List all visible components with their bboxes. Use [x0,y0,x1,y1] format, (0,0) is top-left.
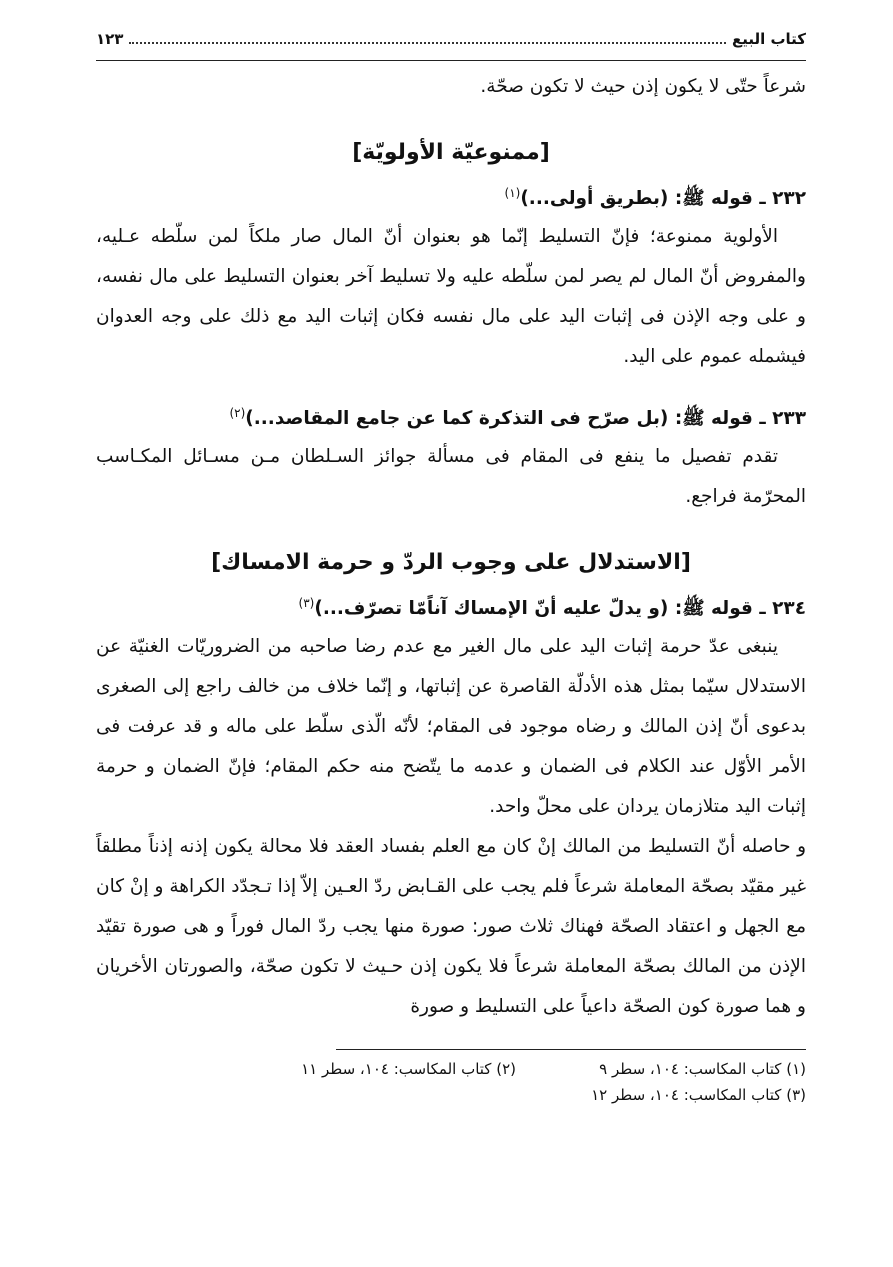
footnote-1: (١) كتاب المكاسب: ١٠٤، سطر ٩ [599,1060,806,1079]
section-title-1: [ممنوعيّة الأولويّة] [352,140,550,165]
item-heading-232 [96,175,806,217]
footnote-ref: (٣) [298,596,315,611]
item-quote: (بل صرّح فى التذكرة كما عن جامع المقاصد...) [245,408,669,430]
footnote-row [96,1056,806,1082]
item-number: ٢٣٢ ـ قوله ﷺ: [674,188,806,210]
intro-line: شرعاً حتّى لا يكون إذن حيث لا تكون صحّة. [480,76,806,97]
footnote-ref: (٢) [229,406,246,421]
book-page [96,30,806,1250]
header-rule [96,60,806,61]
body-234-b: و حاصله أنّ التسليط من المالك إنْ كان مع العلم بفساد العقد فلا محالة يكون إذنه إذناً مطلقاً غير مقيّد بصحّة المعاملة شرعاً فلم يجب على القـابض ردّ العـين إلاّ إذا تـجدّد الكراهة و إنْ كان مع الجهل و اعتقاد الصحّة فهناك ثلاث صور: صورة منها يجب ردّ المال فوراً و هى صورة تقيّد الإذن من المالك بصحّة المعاملة شرعاً فلا يكون إذن حـيث لا تكون صحّة، والصورتان الأخريان و هما صورة كون الصحّة داعياً على التسليط و صورة [96,836,806,1018]
body-234-a: ينبغى عدّ حرمة إثبات اليد على مال الغير مع عدم رضا صاحبه من الضروريّات الغنيّة عن الاستدلال سيّما بمثل هذه الأدلّة القاصرة عن إثباتها، و إنّما خلاف من خالف راجع إلى الصغرى بدعوى أنّ إذن المالك و رضاه موجود فى المقام؛ لأنّه الّذى سلّط على ماله و قد عرفت فى الأمر الأوّل عند الكلام فى الضمان و عدمه ما يتّضح منه حكم المقام؛ فإنّ الضمان و حرمة إثبات اليد متلازمان يردان على محلّ واحد. [96,636,806,818]
footnote-2: (٢) كتاب المكاسب: ١٠٤، سطر ١١ [301,1060,516,1079]
body-232: الأولوية ممنوعة؛ فإنّ التسليط إنّما هو بعنوان أنّ المال صار ملكاً لمن سلّطه عـليه، والمفروض أنّ المال لم يصر لمن سلّطه عليه ولا تسليط آخر بعنوان التسليط على مال نفسه، و على وجه الإذن فى إثبات اليد على مال نفسه فكان إثبات اليد مع ذلك على وجه العدوان فيشمله عموم على اليد. [96,226,806,368]
section-title-2: [الاستدلال على وجوب الردّ و حرمة الامساك] [211,550,691,576]
item-quote: (و يدلّ عليه أنّ الإمساك آناًمّا تصرّف...) [314,598,669,620]
body-233: تقدم تفصيل ما ينفع فى المقام فى مسألة جوائز السـلطان مـن مسـائل المكـاسب المحرّمة فراجع. [96,446,806,508]
footnote-row [96,1082,806,1108]
footnote-3: (٣) كتاب المكاسب: ١٠٤، سطر ١٢ [591,1086,806,1105]
item-quote: (بطريق أولى...) [520,188,669,210]
footnote-ref: (١) [504,186,521,200]
footnote-rule [336,1049,806,1050]
item-heading-233 [96,395,806,437]
spacer [96,377,806,395]
book-title: كتاب البيع [731,30,806,48]
item-number: ٢٣٣ ـ قوله ﷺ: [674,408,806,430]
item-heading-234 [96,585,806,627]
running-header [96,30,806,58]
item-number: ٢٣٤ ـ قوله ﷺ: [674,598,806,620]
leader-dots [129,41,725,44]
footnotes [96,1056,806,1108]
page-number: ١٢٣ [96,30,124,48]
